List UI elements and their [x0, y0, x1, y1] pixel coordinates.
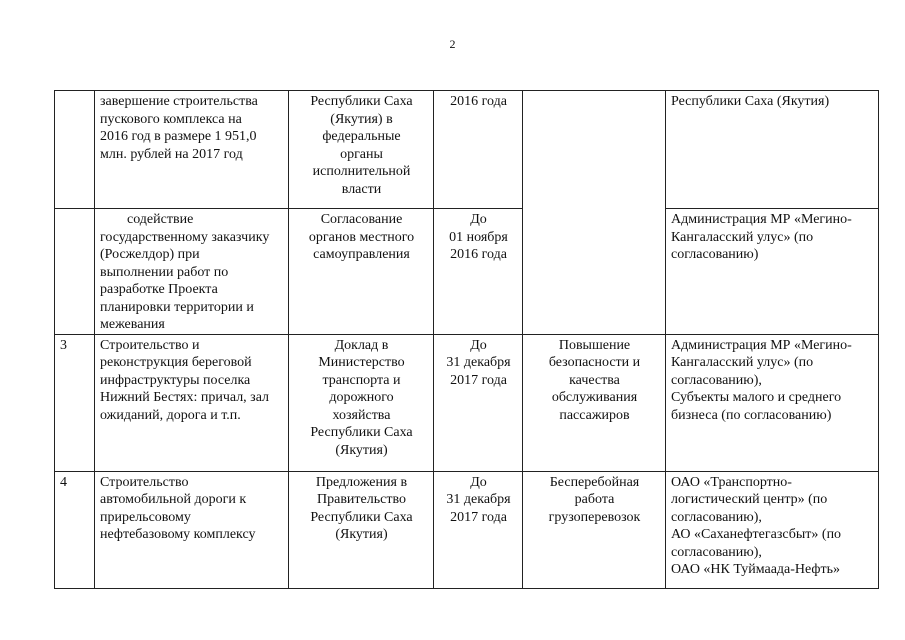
cell-number: 3 [55, 334, 95, 471]
cell-result: Повышение безопасности и качества обслуживания пассажиров [523, 334, 666, 471]
cell-form: Согласование органов местного самоуправления [289, 209, 434, 335]
cell-task: содействие государственному заказчику (Росжелдор) при выполнении работ по разработке Проекта планировки территории и межевания [95, 209, 289, 335]
cell-responsible: Республики Саха (Якутия) [666, 91, 879, 209]
cell-task: завершение строительства пускового комплекса на 2016 год в размере 1 951,0 млн. рублей на 2017 год [95, 91, 289, 209]
table-row [55, 334, 879, 471]
cell-number [55, 209, 95, 335]
cell-number [55, 91, 95, 209]
table-row [55, 91, 879, 209]
cell-responsible: ОАО «Транспортно- логистический центр» (по согласованию), АО «Саханефтегазсбыт» (по согласованию), ОАО «НК Туймаада-Нефть» [666, 471, 879, 588]
page-number: 2 [449, 37, 456, 51]
cell-term: До 31 декабря 2017 года [434, 471, 523, 588]
cell-form: Предложения в Правительство Республики Саха (Якутия) [289, 471, 434, 588]
cell-responsible: Администрация МР «Мегино- Кангаласский улус» (по согласованию) [666, 209, 879, 335]
table-row [55, 471, 879, 588]
cell-responsible: Администрация МР «Мегино- Кангаласский улус» (по согласованию), Субъекты малого и среднего бизнеса (по согласованию) [666, 334, 879, 471]
measures-table [54, 90, 879, 589]
cell-term: 2016 года [434, 91, 523, 209]
cell-term: До 01 ноября 2016 года [434, 209, 523, 335]
cell-result [523, 91, 666, 335]
cell-task: Строительство и реконструкция береговой инфраструктуры поселка Нижний Бестях: причал, зал ожиданий, дорога и т.п. [95, 334, 289, 471]
cell-form: Доклад в Министерство транспорта и дорожного хозяйства Республики Саха (Якутия) [289, 334, 434, 471]
cell-term: До 31 декабря 2017 года [434, 334, 523, 471]
cell-result: Бесперебойная работа грузоперевозок [523, 471, 666, 588]
cell-number: 4 [55, 471, 95, 588]
table-row [55, 209, 879, 335]
cell-task: Строительство автомобильной дороги к прирельсовому нефтебазовому комплексу [95, 471, 289, 588]
cell-form: Республики Саха (Якутия) в федеральные органы исполнительной власти [289, 91, 434, 209]
